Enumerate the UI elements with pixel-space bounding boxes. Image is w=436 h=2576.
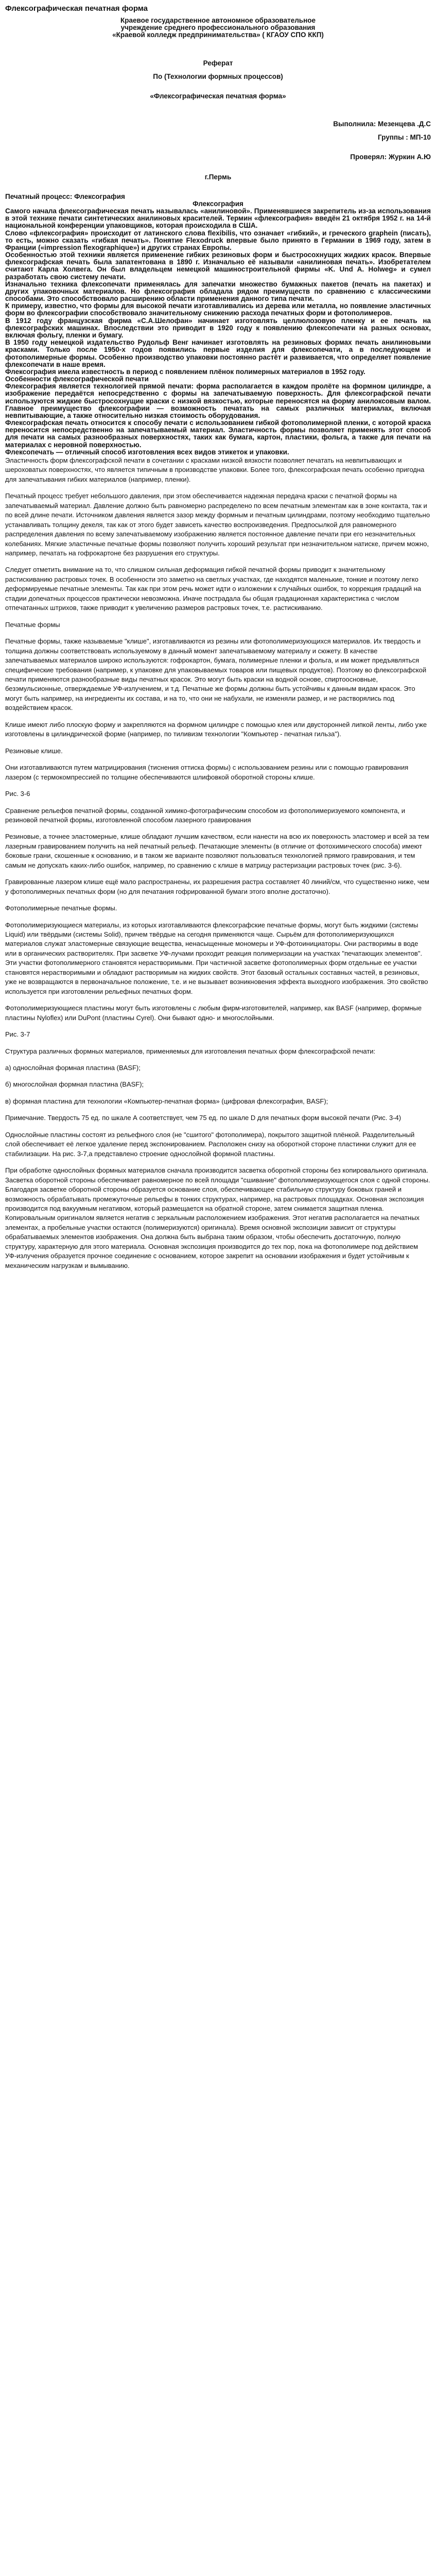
- paragraph: Флексографская печать относится к способу печати с использованием гибкой фотополимерной пленки, с которой краска переносится непосредственно на запечатываемый материал. Эластичность формы позволяет применять этот способ для печати на самых разнообразных поверхностях, таких как бумага, картон, пластики, фольга, а также для печати на материалах с неровной поверхностью.: [5, 419, 431, 449]
- paragraph: Изначально техника флексопечати применялась для запечатки множество бумажных пакетов (печать на пакетах) и других упаковочных материалов. Но флексография обладала рядом преимуществ по сравнению с классическими способами. Это способствовало расширению области применения данного типа печати.: [5, 280, 431, 303]
- paragraph: Следует отметить внимание на то, что слишком сильная деформация гибкой печатной формы приводит к значительному растискиванию растровых точек. В особенности это заметно на светлых участках, где находятся маленькие, тонкие и поэтому легко деформируемые печатные элементы. Так как при этом речь может идти о изложении к случайных ошибок, то коррекция градаций на стадии допечатных процессов практически невозможна. Иначе пострадала бы общая градационная характеристика с числом отпечатанных штрихов, также приводит к увеличению размеров растровых точек, т.е. растискиванию.: [5, 566, 421, 612]
- page-title: Флексографическая печатная форма: [5, 4, 148, 13]
- paragraph: В 1912 году французская фирма «С.А.Шелофан» начинает изготовлять целлюлозовую пленку и ее печать на флексографских машинах. Впоследствии это приводит в 1920 году к появлению флексопечати на разных основах, включая фольгу, пленки и бумагу.: [5, 316, 431, 339]
- paragraph: Фотополимеризующиеся пластины могут быть изготовлены с любым фирм-изготовителей, например, как BASF (например, формные пластины Nyloflex) или DuPont (пластины Cyrel). Они бывают одно- и многослойными.: [5, 1004, 422, 1022]
- header-line: «Краевой колледж предпринимательства» ( КГАОУ СПО ККП): [112, 31, 324, 39]
- subtitle-line: По (Технологии формных процессов): [153, 72, 283, 80]
- section-heading: Печатный процесс: Флексография: [5, 192, 125, 200]
- report-subtitle: [5, 60, 431, 80]
- paragraph: При обработке однослойных формных материалов сначала производится засветка оборотной стороны без копировального оригинала. Засветка оборотной стороны обеспечивает равномерное по всей площади "сшивание" фотополимеризующегося слоя с одной стороны. Благодаря засветке оборотной стороны образуется основание слоя, обеспечивающее стабильную структуру боковых граней и возможность обрабатывать промежуточные рельефы в тонких структурах, например, на растровых площадках. Основная экспозиция производится под вакуумным негативом, который размещается на обратной стороне, затем снимается защитная пленка. Копировальным оригиналом является негатив с зеркальным расположением изображения. Этот негатив располагается на печатных элементах, а пробельные участки остаются (полимеризуются) оригинала). Время основной экспозиции зависит от структуры обрабатываемых элементов изображения. Она должна быть выбрана таким образом, чтобы обеспечить достаточную, полную структуру, характерную для этого материала. Основная экспозиция производится до тех пор, пока на фотополимере под действием УФ-излучения образуется прочное соединение с основанием, которое закрепит на основании изображения и будет устойчивым к механическим нагрузкам и вымыванию.: [5, 1166, 430, 1269]
- header-line: учреждение среднего профессионального образования: [120, 24, 316, 32]
- body-text: [5, 456, 431, 1270]
- paragraph: Флексография является технологией прямой печати: форма располагается в каждом пролёте на формном цилиндре, а изображение передаётся непосредственно с формы на запечатываемую поверхность. Для флексографской печати используются жидкие быстросохнущие краски с низкой вязкостью, которые переносятся на форму анилоксовым валом. Главное преимущество флексографии — возможность печатать на самых различных материалах, включая невпитывающие, а также относительно низкая стоимость оборудования.: [5, 382, 431, 419]
- paragraph: Печатные формы, также называемые "клише", изготавливаются из резины или фотополимеризующихся материалов. Их твердость и толщина должны соответствовать используемому в данный момент запечатываемому материалу и сюжету. В качестве запечатываемых материалов широко используются: гофрокартон, бумага, полимерные пленки и фольга, и им может предъявляться специфические требования (например, к упаковке для упаковываемых товаров или пищевых продуктов). Поэтому во флексографской печати применяются разнообразные виды печатных красок. Это могут быть краски на водной основе, спиртоосновные, безэмульсионные, отверждаемые УФ-излучением, и т.д. Печатные же формы должны быть устойчивы к данным видам красок. Это могут быть например, на ингредиенты их состава, и на то, что они не набухали, не изменяли размер, и не растворялись под воздействием красок.: [5, 637, 427, 712]
- document-page: [5, 0, 431, 1270]
- subtitle-line: Реферат: [203, 59, 233, 67]
- paragraph: Структура различных формных материалов, применяемых для изготовления печатных форм флексографской печати:: [5, 1047, 376, 1055]
- city-line: г.Пермь: [204, 173, 232, 181]
- paragraph: Печатный процесс требует небольшого давления, при этом обеспечивается надежная передача краски с печатной формы на запечатываемый материал. Давление должно быть равномерно распределено по всем печатным элементам как в зоне контакта, так и по всей длине печати. Источником давления является зазор между формным и печатным цилиндрами, поэтому необходимо тщательно устанавливать толщину декеля, так как от этого будет зависеть качество воспроизведения. Предпосылкой для равномерного распределения давления по всему запечатываемому изображению является постоянное давление печати при его незначительных колебаниях. Мягкие эластичные печатные формы позволяют получить хороший результат при незначительном натиске, причем можно, например, печатать на гофрокартоне без разрушения его структуры.: [5, 492, 430, 557]
- author-info: [5, 121, 431, 141]
- paragraph: Рис. 3-7: [5, 1030, 30, 1039]
- report-topic: «Флексографическая печатная форма»: [150, 92, 286, 100]
- paragraph: Флексография имела известность в период с появлением плёнок полимерных материалов в 1952 году.: [5, 367, 365, 376]
- checker-line: Проверял: Журкин А.Ю: [350, 153, 431, 161]
- paragraph: Эластичность форм флексографской печати в сочетании с красками низкой вязкости позволяет печатать на невпитывающих и шероховатых поверхностях, что является типичным в производстве упаковки. Более того, флексографская печать особенно пригодна для запечатывания гибких материалов (например, пленки).: [5, 456, 425, 483]
- group-line: Группы : МП-10: [377, 133, 431, 142]
- bold-section: [5, 193, 431, 456]
- author-line: Выполнила: Мезенцева .Д.С: [333, 120, 431, 128]
- paragraph: Рис. 3-6: [5, 790, 30, 798]
- paragraph: Резиновые, а точнее эластомерные, клише обладают лучшим качеством, если нанести на всю их поверхность эластомер и всей за тем лазерным гравированием получить на ней печатный рельеф. Печатающие элементы (в отличие от фотохимического способа) имеют боковые грани, скошенные к основанию, и в таком же варианте позволяют пользоваться технологией прямого гравирования, и тем самым не допускать каких-либо ошибок, например, по сравнению с клише в матрицу растеризации растровых точек (рис. 3-6).: [5, 833, 429, 869]
- paragraph: в) формная пластина для технологии «Компьютер-печатная форма» (цифровая флексография, BASF);: [5, 1097, 328, 1105]
- paragraph: Клише имеют либо плоскую форму и закрепляются на формном цилиндре с помощью клея или двусторонней липкой ленты, либо уже изготовлены в цилиндрической форме (например, по тиливизм технологии "Компьютер - печатная гильза").: [5, 720, 427, 738]
- paragraph: Гравированные лазером клише ещё мало распространены, их разрешения растра составляет 40 линий/см, что существенно ниже, чем у фотополимерных печатных форм (но для печатания гофрированной бумаги этого вполне достаточно).: [5, 878, 429, 895]
- section-subheading: Флексография: [193, 199, 243, 208]
- paragraph: Резиновые клише.: [5, 747, 63, 755]
- paragraph: Фотополимерные печатные формы.: [5, 904, 117, 912]
- paragraph: В 1950 году немецкой издательство Рудольф Венг начинает изготовлять на резиновых формах печать анилиновыми красками. Только после 1950-х годов появились первые изделия для флексопечати, а в последующем и фотополимерные формы. Особенно производство упаковки постоянно растёт и развивается, что определяет появление флексопечати в наше время.: [5, 338, 431, 368]
- paragraph: Слово «флексография» происходит от латинского слова flexibilis, что означает «гибкий», и греческого graphein (писать), то есть, можно сказать «гибкая печать». Понятие Flexodruck впервые было принято в Германии в 1969 году, затем в Франции («impression flexographique») и других странах Европы.: [5, 229, 431, 251]
- paragraph: Печатные формы: [5, 620, 60, 629]
- paragraph: Особенности флексографической печати: [5, 375, 149, 383]
- paragraph: б) многослойная формная пластина (BASF);: [5, 1080, 144, 1089]
- paragraph: a) однослойная формная пластина (BASF);: [5, 1064, 141, 1072]
- paragraph: Особенностью этой техники является применение гибких резиновых форм и быстросохнущих жидких красок. Впервые флексографская печать была запатентована в 1890 г. Изначально её называли «анилиновая печать». Изобретателем считают Карла Холвега. Он был владельцем немецкой машиностроительной фирмы «K. Und A. Holweg» и сумел разработать свою систему печати.: [5, 251, 431, 281]
- bold-paragraphs: [5, 208, 431, 456]
- paragraph: Фотополимеризующиеся материалы, из которых изготавливаются флексографские печатные формы, могут быть жидкими (системы Liquid) или твёрдыми (системы Solid), причем твёрдые на сегодня применяются чаще. Сырьём для фотополимеризующихся материалов служат эластомерные связующие вещества, ненасыщенные мономеры и УФ-фотоинициаторы. Они растворимы в воде или в органических растворителях. При засветке УФ-лучами проходит реакция полимеризации на участках "печатающих элементов". Эти участки фотополимерного становятся нерастворимыми. При частичной засветке фотополимерных форм отдельные ее участки становятся нерастворимыми и обладают растворимым на жидких свойств. Этот базовый остальных составных частей, в резиновых, уже не возвращаются в первоначальное положение, т.е. и не вызывает возникновения эффекта выходного изображения. Это свойство используется при изготовлении рельефных печатных форм.: [5, 921, 428, 995]
- paragraph: Примечание. Твердость 75 ед. по шкале А соответствует, чем 75 ед. по шкале D для печатных форм высокой печати (Рис. 3-4): [5, 1114, 402, 1122]
- header-line: Краевое государственное автономное образовательное: [120, 16, 316, 24]
- paragraph: Однослойные пластины состоят из рельефного слоя (не "сшитого" фотополимера), покрытого защитной плёнкой. Разделительный слой обеспечивает её легкое удаление перед экспонированием. Расположен снизу на оборотной стороне пластинки служит для ее стабилизации. На рис. 3-7,а представлено строение однослойной формной пластины.: [5, 1130, 416, 1158]
- paragraph: Сравнение рельефов печатной формы, созданной химико-фотографическим способом из фотополимеризуемого компонента, и резиновой печатной формы, изготовленной способом лазерного гравирования: [5, 806, 405, 824]
- paragraph: К примеру, известно, что формы для высокой печати изготавливались из дерева или металла, но появление эластичных форм во флексографии способствовало значительному снижению расхода печатных форм и фотополимеров.: [5, 302, 431, 317]
- paragraph: Самого начала флексографическая печать называлась «анилиновой». Применявшиеся закрепитель из-за использования в этой технике печати синтетических анилиновых красителей. Термин «флексография» введён 21 октября 1952 г. на 14-й национальной конференции упаковщиков, которая происходила в США.: [5, 207, 431, 230]
- institution-header: [5, 17, 431, 39]
- paragraph: Флексопечать — отличный способ изготовления всех видов этикеток и упаковки.: [5, 448, 289, 456]
- paragraph: Они изготавливаются путем матрицирования (тиснения оттиска формы) с использованием резины или с помощью гравирования лазером (с термокомпрессией по толщине обеспечиваются шлифовкой оборотной стороны клише.: [5, 764, 409, 781]
